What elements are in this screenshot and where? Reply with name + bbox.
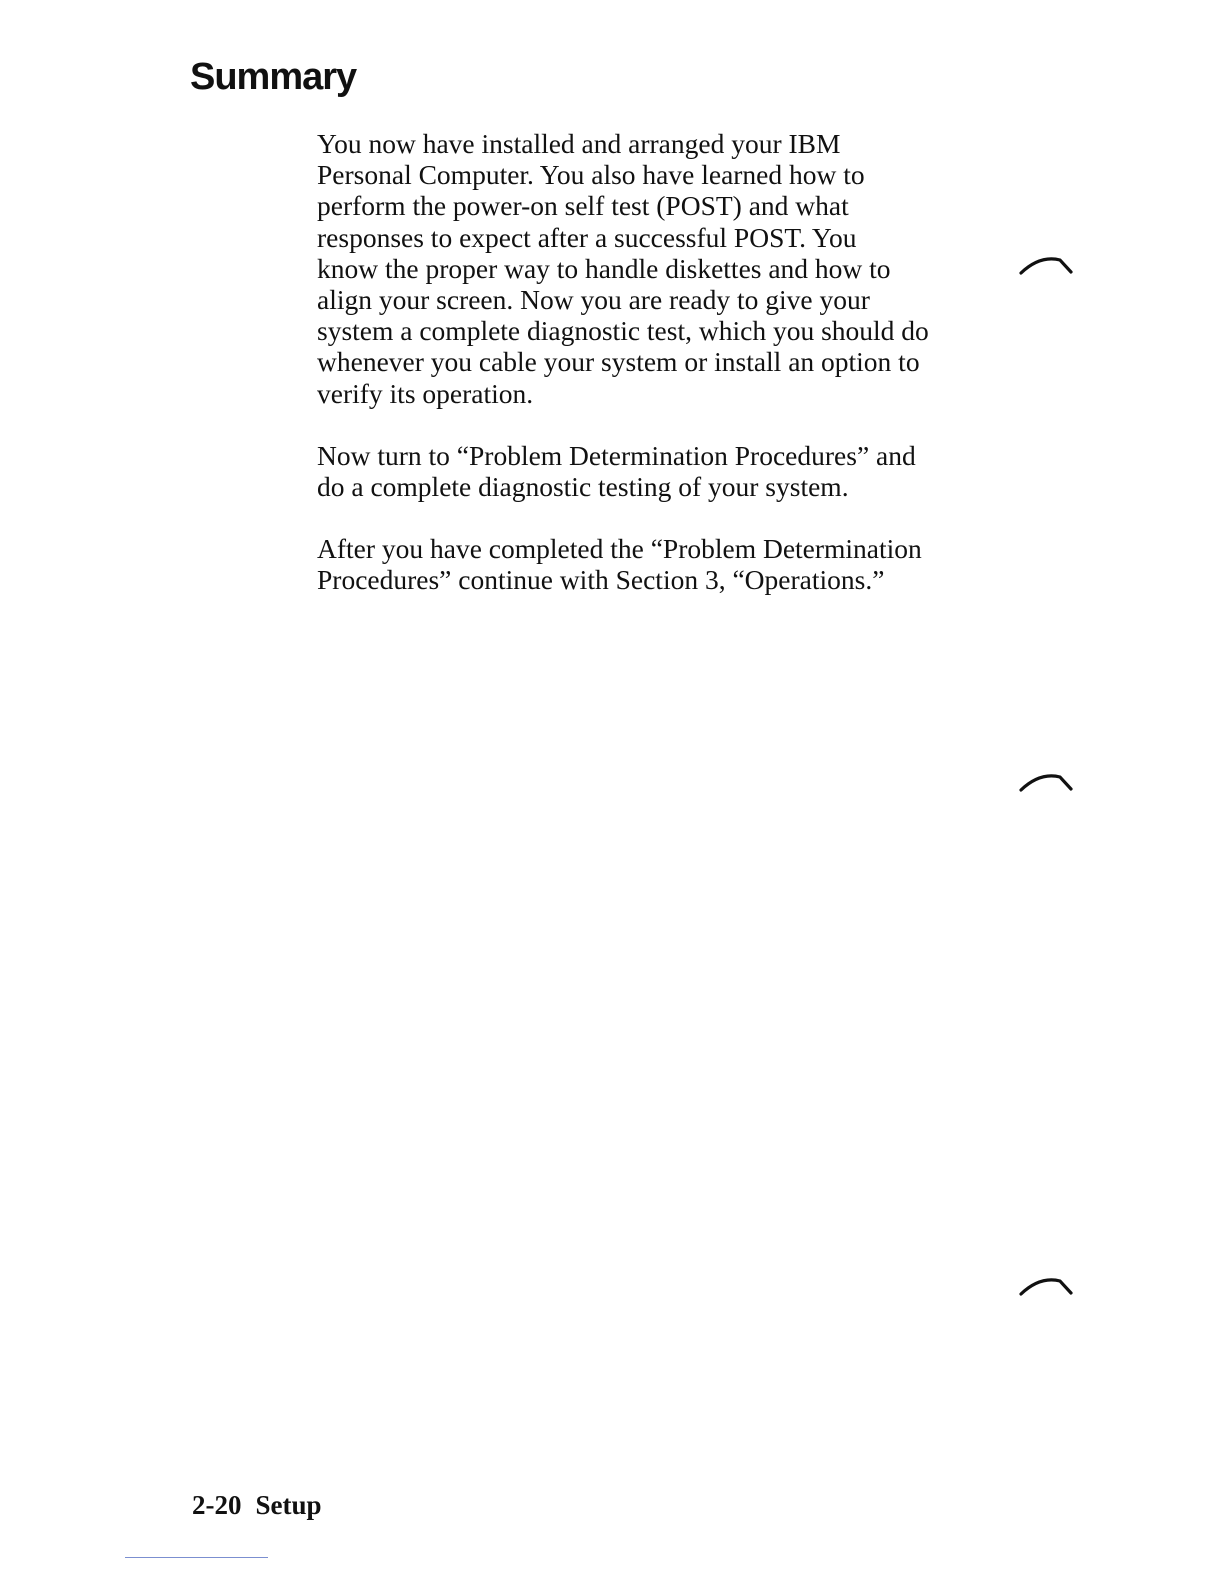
bottom-rule: [125, 1557, 268, 1558]
text-line: After you have completed the “Problem Determination: [317, 533, 922, 565]
binder-tab-mark-middle: [1018, 773, 1074, 793]
section-name: Setup: [255, 1490, 322, 1520]
text-line: do a complete diagnostic testing of your system.: [317, 471, 849, 503]
text-line: Now turn to “Problem Determination Procedures” and: [317, 439, 916, 471]
binder-tab-mark-bottom: [1018, 1277, 1074, 1297]
summary-body: [317, 128, 1007, 627]
text-line: verify its operation.: [317, 377, 534, 409]
text-line: perform the power-on self test (POST) and what: [317, 190, 849, 222]
paragraph-intro: [317, 128, 1007, 409]
page-title: Summary: [190, 56, 357, 98]
text-line: system a complete diagnostic test, which you should do: [317, 315, 929, 347]
paragraph-continue: [317, 533, 1007, 595]
text-line: responses to expect after a successful POST. You: [317, 221, 857, 253]
text-line: You now have installed and arranged your IBM: [317, 128, 841, 159]
page-footer: [192, 1490, 322, 1521]
text-line: whenever you cable your system or install an option to: [317, 346, 920, 378]
text-line: know the proper way to handle diskettes and how to: [317, 252, 891, 284]
text-line: align your screen. Now you are ready to give your: [317, 284, 870, 316]
binder-tab-mark-top: [1018, 256, 1074, 276]
text-line: Personal Computer. You also have learned how to: [317, 159, 865, 191]
page-number: 2-20: [192, 1490, 242, 1520]
text-line: Procedures” continue with Section 3, “Operations.”: [317, 564, 885, 596]
paragraph-next-step: [317, 440, 1007, 502]
